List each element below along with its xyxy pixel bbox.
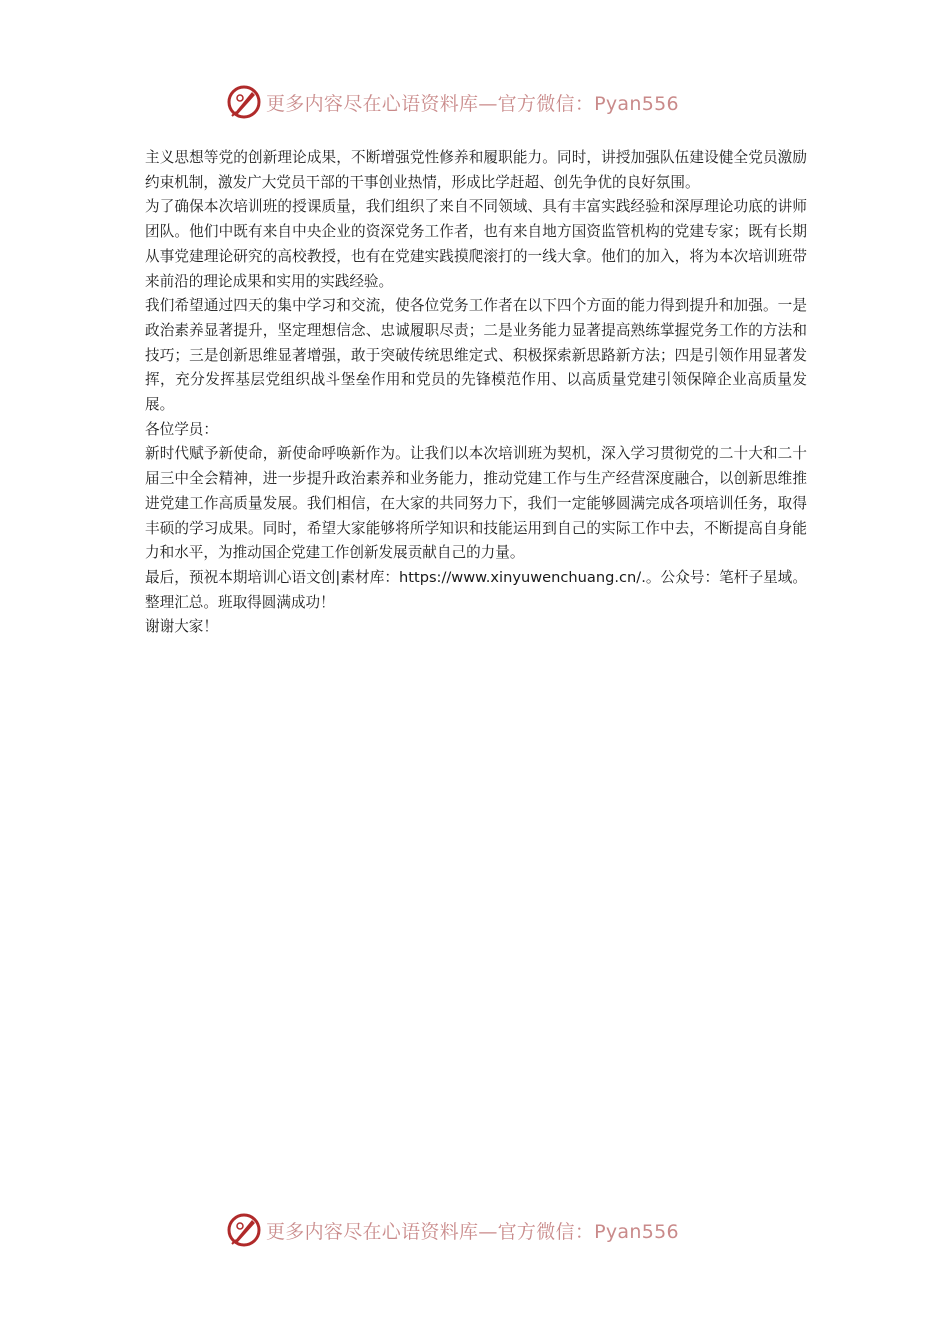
banner-title: 更多内容尽在心语资料库 — [266, 1220, 479, 1243]
closing-wish: 最后，预祝本期培训心语文创|素材库：https://www.xinyuwenchuang.cn/.。公众号：笔杆子星域。整理汇总。班取得圆满成功！ — [145, 568, 807, 611]
banner-dash: — — [478, 92, 498, 115]
footer-banner-text — [266, 1217, 679, 1244]
quill-pen-logo-icon — [226, 84, 262, 120]
paragraph-1: 主义思想等党的创新理论成果，不断增强党性修养和履职能力。同时，讲授加强队伍建设健全党员激励约束机制，激发广大党员干部的干事创业热情，形成比学赶超、创先争优的良好氛围。 — [145, 149, 807, 191]
header-banner — [0, 80, 950, 124]
thanks-line: 谢谢大家！ — [145, 618, 218, 636]
paragraph-3: 我们希望通过四天的集中学习和交流，使各位党务工作者在以下四个方面的能力得到提升和加强。一是政治素养显著提升，坚定理想信念、忠诚履职尽责；二是业务能力显著提高熟练掌握党务工作的方法和技巧；三是创新思维显著增强，敢于突破传统思维定式、积极探索新思路新方法；四是引领作用显著发挥，充分发挥基层党组织战斗堡垒作用和党员的先锋模范作用、以高质量党建引领保障企业高质量发展。 — [145, 297, 807, 414]
footer-banner — [0, 1208, 950, 1252]
banner-wechat: 官方微信：Pyan556 — [497, 92, 679, 115]
paragraph-4: 新时代赋予新使命，新使命呼唤新作为。让我们以本次培训班为契机，深入学习贯彻党的二十大和二十届三中全会精神，进一步提升政治素养和业务能力，推动党建工作与生产经营深度融合，以创新思维推进党建工作高质量发展。我们相信，在大家的共同努力下，我们一定能够圆满完成各项培训任务，取得丰硕的学习成果。同时，希望大家能够将所学知识和技能运用到自己的实际工作中去，不断提高自身能力和水平，为推动国企党建工作创新发展贡献自己的力量。 — [145, 445, 807, 562]
banner-dash: — — [478, 1220, 498, 1243]
banner-title: 更多内容尽在心语资料库 — [266, 92, 479, 115]
header-banner-text — [266, 89, 679, 116]
quill-pen-logo-icon — [226, 1212, 262, 1248]
banner-wechat: 官方微信：Pyan556 — [497, 1220, 679, 1243]
document-body — [145, 146, 807, 640]
salutation: 各位学员： — [145, 420, 218, 438]
paragraph-2: 为了确保本次培训班的授课质量，我们组织了来自不同领域、具有丰富实践经验和深厚理论功底的讲师团队。他们中既有来自中央企业的资深党务工作者，也有来自地方国资监管机构的党建专家；既有长期从事党建理论研究的高校教授，也有在党建实践摸爬滚打的一线大拿。他们的加入，将为本次培训班带来前沿的理论成果和实用的实践经验。 — [145, 198, 807, 290]
